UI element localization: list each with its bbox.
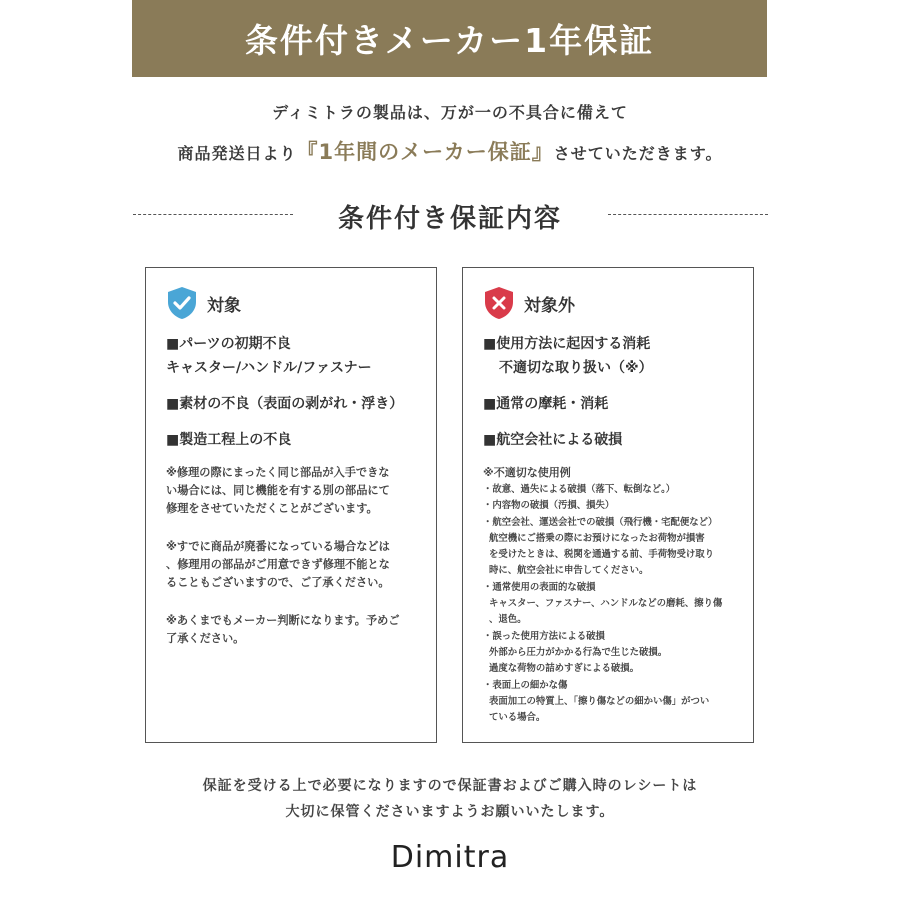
covered-item — [166, 428, 430, 452]
intro-line-1: ディミトラの製品は、万が一の不具合に備えて — [272, 103, 628, 122]
excluded-notes-title: ※不適切な使用例 — [483, 466, 571, 479]
covered-item-line: ■パーツの初期不良 — [166, 336, 291, 352]
example-line: 表面加工の特質上、「擦り傷などの細かい傷」がつい — [489, 695, 710, 707]
covered-note — [166, 538, 428, 592]
covered-item-line: ■素材の不良（表面の剥がれ・浮き） — [166, 396, 404, 412]
note-line: ※すでに商品が廃番になっている場合などは — [166, 540, 390, 553]
covered-items — [166, 332, 430, 452]
note-line: ※あくまでもメーカー判断になります。予めご — [166, 614, 400, 627]
excluded-item — [483, 392, 747, 416]
example-line: を受けたときは、税関を通過する前、手荷物受け取り — [489, 549, 715, 561]
excluded-item-line: ■通常の摩耗・消耗 — [483, 396, 609, 412]
covered-item-line: ■製造工程上の不良 — [166, 432, 292, 448]
divider-right — [608, 214, 768, 215]
example-line: 外部から圧力がかかる行為で生じた破損。 — [489, 646, 668, 658]
example-line: ・通常使用の表面的な破損 — [483, 581, 596, 593]
note-line: 修理をさせていただくことがございます。 — [166, 502, 378, 515]
excluded-item-line: ■使用方法に起因する消耗 — [483, 336, 651, 352]
excluded-items — [483, 332, 747, 452]
example-line: ・航空会社、運送会社での破損（飛行機・宅配便など） — [483, 516, 718, 528]
covered-notes — [166, 464, 428, 668]
example-line: ・誤った使用方法による破損 — [483, 630, 605, 642]
excluded-item — [483, 428, 747, 452]
note-line: ることもございますので、ご了承ください。 — [166, 576, 390, 589]
note-line: 、修理用の部品がご用意できず修理不能とな — [166, 558, 390, 571]
excluded-panel — [462, 267, 754, 743]
covered-item-line: キャスター/ハンドル/ファスナー — [166, 360, 372, 376]
intro-suffix: させていただきます。 — [553, 144, 723, 163]
note-line: い場合には、同じ機能を有する別の部品にて — [166, 484, 390, 497]
examples-list — [483, 482, 747, 726]
example-line: ・表面上の細かな傷 — [483, 679, 568, 691]
warranty-banner — [132, 0, 767, 77]
covered-panel — [145, 267, 437, 743]
note-line: 了承ください。 — [166, 632, 245, 645]
intro-line-2 — [0, 136, 900, 166]
excluded-notes — [483, 464, 747, 726]
covered-item — [166, 392, 430, 416]
example-line: 時に、航空会社に申告してください。 — [489, 565, 649, 577]
shield-check-icon — [166, 286, 198, 320]
excluded-header — [483, 286, 575, 320]
covered-title: 対象 — [207, 295, 241, 316]
section-title: 条件付き保証内容 — [337, 204, 562, 234]
footer-line-1: 保証を受ける上で必要になりますので保証書およびご購入時のレシートは — [202, 778, 698, 794]
excluded-item-line: 不適切な取り扱い（※） — [499, 360, 653, 376]
covered-note — [166, 612, 428, 648]
covered-header — [166, 286, 241, 320]
example-line: 、退色。 — [489, 614, 527, 626]
excluded-item — [483, 332, 747, 380]
covered-item — [166, 332, 430, 380]
brand-logo: Dimitra — [390, 840, 510, 875]
covered-note — [166, 464, 428, 518]
excluded-title: 対象外 — [524, 295, 575, 316]
note-line: ※修理の際にまったく同じ部品が入手できな — [166, 466, 390, 479]
footer-line-2: 大切に保管くださいますようお願いいたします。 — [285, 804, 615, 820]
intro-prefix: 商品発送日より — [177, 144, 297, 163]
example-line: ている場合。 — [489, 712, 546, 724]
excluded-item-line: ■航空会社による破損 — [483, 432, 623, 448]
warranty-highlight: 『1年間のメーカー保証』 — [296, 140, 554, 164]
banner-title: 条件付きメーカー1年保証 — [244, 21, 655, 60]
example-line: 過度な荷物の詰めすぎによる破損。 — [489, 663, 640, 675]
example-line: 航空機にご搭乗の際にお預けになったお荷物が損害 — [489, 532, 705, 544]
example-line: ・内容物の破損（汚損、損失） — [483, 500, 615, 512]
example-line: ・故意、過失による破損（落下、転倒など。） — [483, 484, 676, 495]
example-line: キャスター、ファスナー、ハンドルなどの磨耗、擦り傷 — [489, 598, 723, 610]
shield-x-icon — [483, 286, 515, 320]
